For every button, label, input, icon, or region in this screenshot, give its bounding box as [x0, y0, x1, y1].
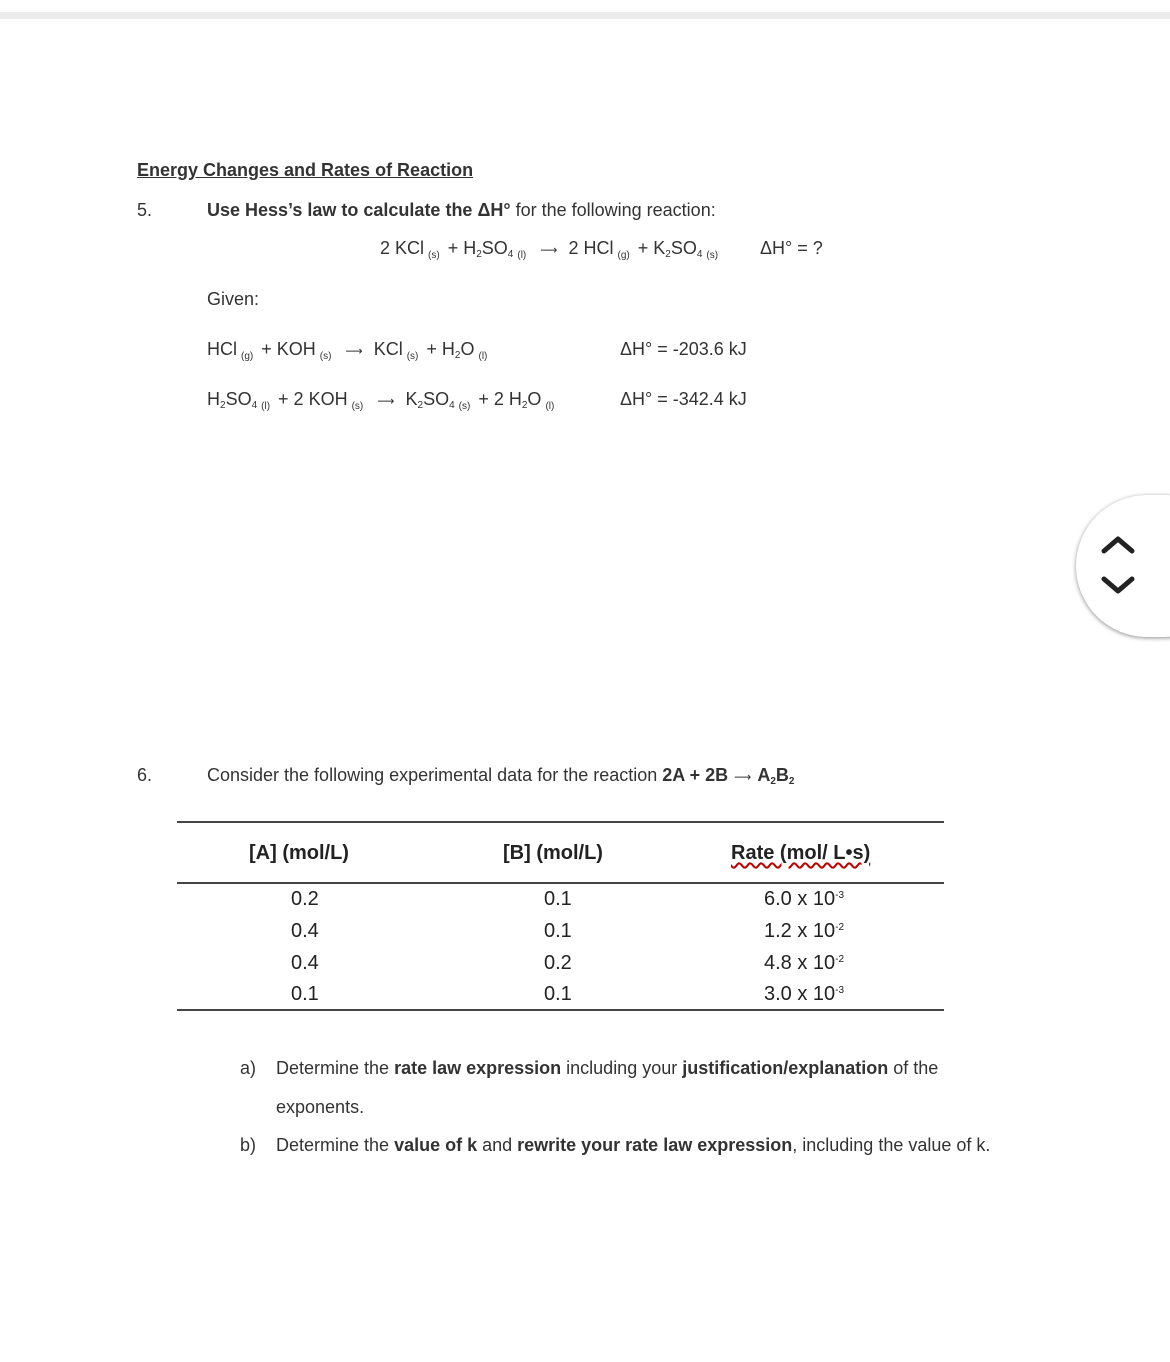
- cell-b: 0.1: [544, 920, 572, 942]
- chevron-down-icon: [1104, 579, 1132, 591]
- page-navigation-widget[interactable]: [1076, 495, 1170, 637]
- section-title: Energy Changes and Rates of Reaction: [137, 160, 474, 180]
- cell-a: 0.1: [291, 983, 319, 1005]
- given-equation-2: $H_2SO_4$ $_{(l)}$ + 2 KOH $_{(s)}$ ⟶ $K_2SO_4$ $_{(s)}$ + 2 $H_2O$ $_{(l)}$: [207, 389, 555, 412]
- reaction-arrow-icon: ⟶: [734, 770, 752, 784]
- cell-b: 0.2: [544, 952, 572, 974]
- table-top-rule: [177, 821, 944, 823]
- main-reaction-equation: 2 KCl $_{(s)} + H_2SO_4$ $_{(l)}$ ⟶ 2 HCl $_{(g)} + K_2SO_4$ $_{(s)}$: [380, 238, 719, 261]
- given-equation-2-enthalpy: ΔH° = -342.4 kJ: [620, 389, 747, 409]
- cell-rate: 6.0 x $10^{-3}$: [764, 888, 845, 910]
- cell-rate: 3.0 x $10^{-3}$: [764, 983, 845, 1005]
- reaction-arrow-icon: ⟶: [345, 344, 363, 358]
- question-5-number: 5.: [137, 200, 153, 220]
- question-6-number: 6.: [137, 765, 153, 785]
- top-divider-bar: [0, 12, 1170, 19]
- header-conc-b: [B] (mol/L): [503, 842, 603, 864]
- given-equation-1: HCl $_{(g)}$ + KOH $_{(s)}$ ⟶ KCl $_{(s)} + H_2O$ $_{(l)}$: [207, 339, 488, 362]
- reaction-arrow-icon: ⟶: [377, 394, 395, 408]
- main-reaction-enthalpy: ΔH° = ?: [760, 238, 823, 258]
- part-a-label: a): [240, 1058, 257, 1078]
- header-conc-a: [A] (mol/L): [249, 842, 349, 864]
- cell-a: 0.4: [291, 952, 319, 974]
- given-label: Given:: [207, 289, 260, 309]
- question-6-prompt: Consider the following experimental data for the reaction 2A + 2B ⟶ $A_2B_2$: [207, 765, 795, 787]
- part-a-text: Determine the rate law expression including your justification/explanation of the: [276, 1058, 939, 1078]
- cell-b: 0.1: [544, 888, 572, 910]
- part-a-text-cont: exponents.: [276, 1097, 365, 1117]
- part-b-text: Determine the value of k and rewrite your rate law expression, including the value of k.: [276, 1135, 991, 1155]
- cell-a: 0.2: [291, 888, 319, 910]
- cell-b: 0.1: [544, 983, 572, 1005]
- table-header-rule: [177, 882, 944, 884]
- cell-a: 0.4: [291, 920, 319, 942]
- table-bottom-rule: [177, 1009, 944, 1011]
- reaction-arrow-icon: ⟶: [540, 243, 558, 257]
- chevron-up-icon: [1104, 539, 1132, 551]
- part-b-label: b): [240, 1135, 257, 1155]
- given-equation-1-enthalpy: ΔH° = -203.6 kJ: [620, 339, 747, 359]
- cell-rate: 4.8 x $10^{-2}$: [764, 952, 845, 974]
- nav-chevron-icons: [1098, 531, 1138, 601]
- question-5-prompt: Use Hess’s law to calculate the ΔH° for the following reaction:: [207, 200, 716, 220]
- header-rate: Rate (mol/ L•s): [731, 842, 871, 864]
- cell-rate: 1.2 x $10^{-2}$: [764, 920, 845, 942]
